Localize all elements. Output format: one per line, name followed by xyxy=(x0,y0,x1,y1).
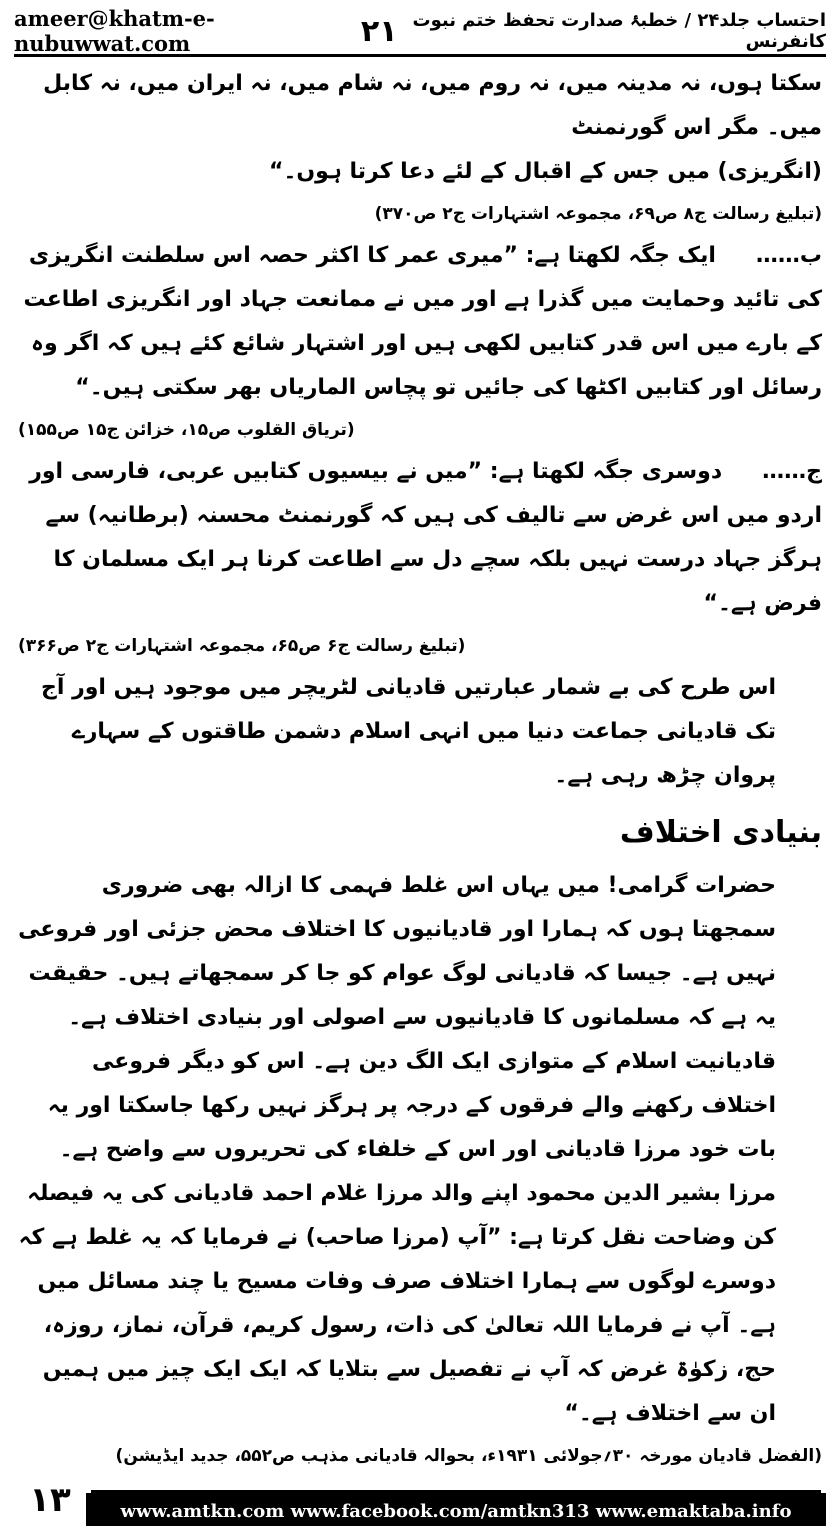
reference-citation xyxy=(18,410,822,450)
reference-citation: (تبلیغ رسالت ج۸ ص۶۹، مجموعہ اشتہارات ج۲ ص۳۷۰) xyxy=(374,204,822,224)
header-page-number: ۲۱ xyxy=(360,13,398,49)
paragraph-line: (انگریزی) میں جس کے اقبال کے لئے دعا کرتا ہوں۔“ xyxy=(269,159,822,184)
reference-text: (تریاق القلوب ص۱۵، خزائن ج۱۵ ص۱۵۵) xyxy=(18,420,355,440)
reference-citation xyxy=(18,626,822,666)
page-header xyxy=(14,8,826,57)
header-left xyxy=(14,6,398,56)
header-email: ameer@khatm-e-nubuwwat.com xyxy=(14,6,215,56)
section-heading: بنیادی اختلاف xyxy=(619,815,822,850)
reference-text: (تبلیغ رسالت ج۶ ص۶۵، مجموعہ اشتہارات ج۲ ص۳۶۶) xyxy=(18,636,466,656)
quote-j-text: دوسری جگہ لکھتا ہے: ”میں نے بیسیوں کتابیں عربی، فارسی اور اردو میں اس غرض سے تالیف کی ہیں کہ گورنمنٹ محسنہ (برطانیہ) سے ہرگز جہاد درست نہیں بلکہ سچے دل سے اطاعت کرنا ہر ایک مسلمان کا فرض ہے۔“ xyxy=(29,459,822,616)
header-title: احتساب جلد۲۴ / خطبۂ صدارت تحفظ ختم نبوت کانفرنس xyxy=(412,10,826,52)
paragraph: اس طرح کی بے شمار عبارتیں قادیانی لٹریچر میں موجود ہیں اور آج تک قادیانی جماعت دنیا میں انہی اسلام دشمن طاقتوں کے سہارے پروان چڑھ رہی ہے۔ xyxy=(41,675,776,788)
paragraph-line: سکتا ہوں، نہ مدینہ میں، نہ روم میں، نہ شام میں، نہ ایران میں، نہ کابل میں۔ مگر اس گورنمنٹ xyxy=(43,71,822,140)
quote-b-text: ایک جگہ لکھتا ہے: ”میری عمر کا اکثر حصہ اس سلطنت انگریزی کی تائید وحمایت میں گذرا ہے اور میں نے ممانعت جہاد اور انگریزی اطاعت کے بارے میں اس قدر کتابیں لکھی ہیں اور اشتہار شائع کئے ہیں کہ اگر وہ رسائل اور کتابیں اکٹھا کی جائیں تو پچاس الماریاں بھر سکتی ہیں۔“ xyxy=(23,243,822,400)
quote-j xyxy=(18,450,822,626)
footer-page-number: ۱۳ xyxy=(29,1480,71,1520)
page-body xyxy=(18,62,822,1466)
paragraph: حضرات گرامی! میں یہاں اس غلط فہمی کا ازالہ بھی ضروری سمجھتا ہوں کہ ہمارا اور قادیانیوں کا اختلاف محض جزئی اور فروعی نہیں ہے۔ جیسا کہ قادیانی لوگ عوام کو جا کر سمجھاتے ہیں۔ حقیقت یہ ہے کہ مسلمانوں کا قادیانیوں سے اصولی اور بنیادی اختلاف ہے۔ قادیانیت اسلام کے متوازی ایک الگ دین ہے۔ اس کو دیگر فروعی اختلاف رکھنے والے فرقوں کے درجہ پر ہرگز نہیں رکھا جاسکتا اور یہ بات خود مرزا قادیانی اور اس کے خلفاء کی تحریروں سے واضح ہے۔ مرزا بشیر الدین محمود اپنے والد مرزا غلام احمد قادیانی کی یہ فیصلہ کن وضاحت نقل کرتا ہے: ”آپ (مرزا صاحب) نے فرمایا کہ یہ غلط ہے کہ دوسرے لوگوں سے ہمارا اختلاف صرف وفات مسیح یا چند مسائل میں ہے۔ آپ نے فرمایا اللہ تعالیٰ کی ذات، رسول کریم، قرآن، نماز، روزہ، حج، زکوٰۃ غرض کہ آپ نے تفصیل سے بتلایا کہ ایک ایک چیز میں ہمیں ان سے اختلاف ہے۔“ xyxy=(18,873,776,1426)
quote-b-label: ب…… xyxy=(755,243,822,268)
reference-citation: (الفضل قادیان مورخہ ۳۰؍جولائی ۱۹۳۱ء، بحوالہ قادیانی مذہب ص۵۵۲، جدید ایڈیشن) xyxy=(115,1446,822,1466)
quote-b xyxy=(18,234,822,410)
footer-links: www.amtkn.com www.facebook.com/amtkn313 www.emaktaba.info xyxy=(86,1493,826,1526)
page-footer xyxy=(14,1468,826,1526)
quote-j-label: ج…… xyxy=(762,459,822,484)
